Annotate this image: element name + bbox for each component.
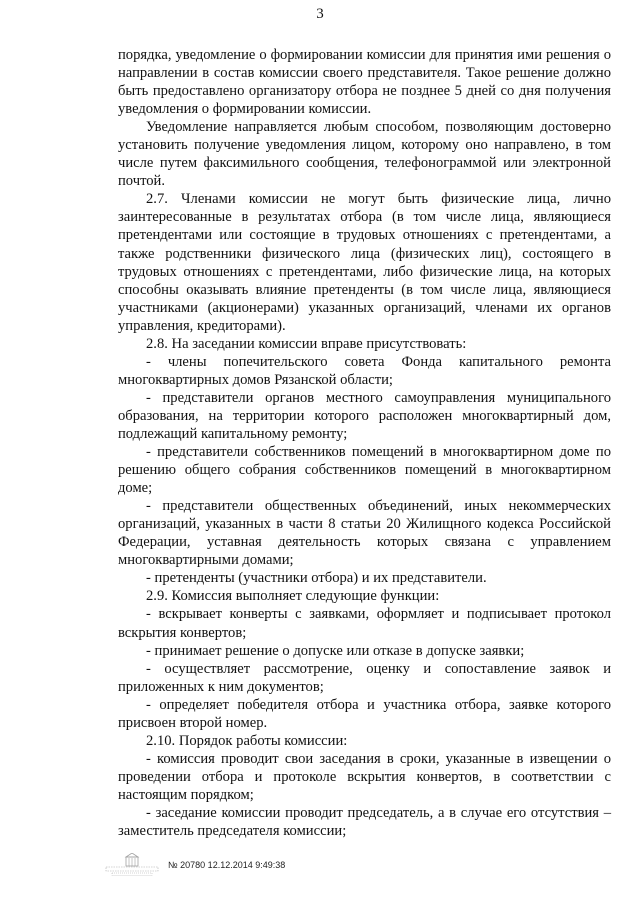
paragraph: 2.10. Порядок работы комиссии: xyxy=(146,732,348,749)
document-body xyxy=(118,46,611,840)
registration-stamp xyxy=(104,853,285,877)
list-item: - вскрывает конверты с заявками, оформляет и подписывает протокол вскрытия конвертов; xyxy=(118,606,611,641)
list-item: - представители общественных объединений, иных некоммерческих организаций, указанных в части 8 статьи 20 Жилищного кодекса Российской Федерации, уставная деятельность которых связана с управлением многоквартирными домами; xyxy=(118,498,611,569)
list-item: - осуществляет рассмотрение, оценку и сопоставление заявок и приложенных к ним документов; xyxy=(118,660,611,695)
paragraph: 2.8. На заседании комиссии вправе присутствовать: xyxy=(146,335,467,352)
list-item: - представители собственников помещений в многоквартирном доме по решению общего собрания собственников помещений в многоквартирном доме; xyxy=(118,444,611,497)
government-seal-icon xyxy=(104,853,160,877)
page-number: 3 xyxy=(316,6,324,22)
list-item: - комиссия проводит свои заседания в сроки, указанные в извещении о проведении отбора и протоколе вскрытия конвертов, в соответствии с настоящим порядком; xyxy=(118,750,611,803)
list-item: - заседание комиссии проводит председатель, а в случае его отсутствия – заместитель председателя комиссии; xyxy=(118,804,611,840)
list-item: - определяет победителя отбора и участника отбора, заявке которого присвоен второй номер. xyxy=(118,696,611,731)
list-item: - претенденты (участники отбора) и их представители. xyxy=(146,570,487,587)
paragraph: 2.9. Комиссия выполняет следующие функции: xyxy=(146,588,440,605)
registration-number: № 20780 12.12.2014 9:49:38 xyxy=(168,860,286,870)
paragraph: порядка, уведомление о формировании комиссии для принятия ими решения о направлении в состав комиссии своего представителя. Такое решение должно быть предоставлено организатору отбора не позднее 5 дней со дня получения уведомления о формировании комиссии. xyxy=(118,47,611,118)
list-item: - представители органов местного самоуправления муниципального образования, на территории которого расположен многоквартирный дом, подлежащий капитальному ремонту; xyxy=(118,389,611,442)
list-item: - члены попечительского совета Фонда капитального ремонта многоквартирных домов Рязанской области; xyxy=(118,353,611,388)
paragraph: 2.7. Членами комиссии не могут быть физические лица, лично заинтересованные в результатах отбора (в том числе лица, являющиеся претендентами или состоящие в трудовых отношениях с претендентами, а также родственники физического лица (физических лиц), состоящего в трудовых отношениях с претендентами, либо физические лица, на которых способны оказывать влияние претенденты (в том числе лица, являющиеся участниками (акционерами) указанных организаций, членами их органов управления, кредиторами). xyxy=(118,191,611,334)
paragraph: Уведомление направляется любым способом, позволяющим достоверно установить получение уведомления лицом, которому оно направлено, в том числе путем факсимильного сообщения, телефонограммой или электронной почтой. xyxy=(118,119,611,190)
list-item: - принимает решение о допуске или отказе в допуске заявки; xyxy=(146,642,525,659)
